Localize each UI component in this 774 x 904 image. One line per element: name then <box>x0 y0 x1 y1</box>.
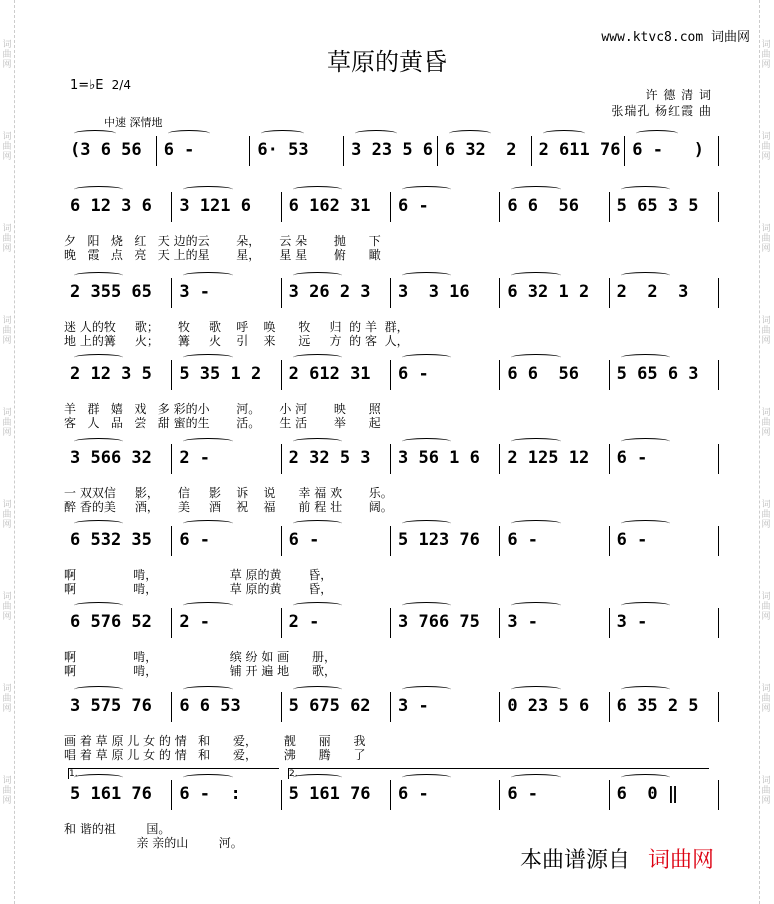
slur <box>293 186 342 193</box>
volta-second-ending: 2. <box>288 768 709 779</box>
lyric-line: 夕 阳 烧 红 天 边的云 朵， 云 朵 抛 下 <box>64 234 381 248</box>
side-watermark <box>760 224 772 254</box>
slur <box>402 438 451 445</box>
bar-line <box>249 136 250 166</box>
bar-line <box>343 136 344 166</box>
side-watermark-char: 网 <box>761 612 771 622</box>
bar-line <box>609 608 610 638</box>
bar-line <box>390 692 391 722</box>
bar-line <box>624 136 625 166</box>
bar-line <box>171 608 172 638</box>
side-watermark-char: 网 <box>761 428 771 438</box>
measure: 6 12 3 6 <box>70 196 152 216</box>
lyric-line: 一 双双信 影， 信 影 诉 说 幸 福 欢 乐。 <box>64 486 393 500</box>
tempo-marking: 中速 深情地 <box>104 116 163 129</box>
side-watermark-char: 曲 <box>761 326 771 336</box>
measure: 3 - <box>179 282 211 302</box>
slur <box>183 438 232 445</box>
side-watermark-char: 词 <box>2 776 12 786</box>
side-watermark <box>1 224 13 254</box>
side-watermark-char: 词 <box>761 776 771 786</box>
key-signature <box>70 78 131 93</box>
bar-line <box>499 278 500 308</box>
side-watermark <box>1 316 13 346</box>
measure: 6 162 31 <box>288 196 371 216</box>
staff-line <box>64 690 720 724</box>
bar-line <box>171 278 172 308</box>
measure: 3 26 2 3 <box>288 282 371 302</box>
slur <box>355 130 397 137</box>
measure: 5 123 76 <box>398 530 480 550</box>
measure: 3 23 5 6 <box>351 140 434 160</box>
bar-line <box>609 692 610 722</box>
side-watermark <box>760 132 772 162</box>
bar-line <box>718 278 719 308</box>
bar-line <box>499 780 500 810</box>
side-watermark <box>1 500 13 530</box>
side-watermark-char: 词 <box>2 40 12 50</box>
side-watermark-char: 网 <box>761 796 771 806</box>
measure: 6 532 35 <box>70 530 152 550</box>
side-watermark-char: 网 <box>2 612 12 622</box>
bar-line <box>390 278 391 308</box>
bar-line <box>390 608 391 638</box>
time-signature: 2/4 <box>111 78 131 92</box>
measure: 6 32 1 2 <box>507 282 590 302</box>
slur <box>183 686 232 693</box>
slur <box>293 520 342 527</box>
measure: 6 - ) <box>632 140 704 160</box>
measure: 5 675 62 <box>288 696 371 716</box>
song-title: 草原的黄昏 <box>327 48 447 76</box>
side-watermark <box>760 500 772 530</box>
source-label: 本曲谱源自 <box>520 848 631 873</box>
staff-line <box>64 276 720 310</box>
lyric-line: 亲 亲的山 河。 <box>64 836 243 850</box>
measure: 6 - <box>163 140 195 160</box>
slur <box>621 602 670 609</box>
bar-line <box>718 444 719 474</box>
measure: 2 - <box>179 448 211 468</box>
staff-line <box>64 190 720 224</box>
slur <box>511 354 560 361</box>
bar-line <box>171 444 172 474</box>
side-watermark-char: 曲 <box>2 786 12 796</box>
measure: 5 65 3 5 <box>616 196 699 216</box>
slur <box>183 354 232 361</box>
lyric-line: 醉 香的美 酒， 美 酒 祝 福 前 程 壮 阔。 <box>64 500 393 514</box>
side-watermark <box>1 132 13 162</box>
measure: 6 32 2 <box>444 140 517 160</box>
side-watermark <box>1 408 13 438</box>
slur <box>621 186 670 193</box>
measure: 3 - <box>507 612 539 632</box>
bar-line <box>609 192 610 222</box>
side-watermark-char: 曲 <box>2 694 12 704</box>
measure: 5 65 6 3 <box>616 364 699 384</box>
side-watermark-char: 曲 <box>761 510 771 520</box>
staff-line <box>64 442 720 476</box>
slur <box>621 686 670 693</box>
bar-line <box>281 444 282 474</box>
measure: 5 161 76 <box>288 784 371 804</box>
side-watermark-char: 词 <box>2 316 12 326</box>
measure: 6 - <box>398 784 429 804</box>
measure: 6 - <box>507 784 539 804</box>
measure: 3 - <box>398 696 429 716</box>
lyric-line: 画 着 草 原 儿 女 的 情 和 爱， 靓 丽 我 <box>64 734 366 748</box>
side-watermark-char: 网 <box>2 60 12 70</box>
side-watermark-char: 曲 <box>761 418 771 428</box>
bar-line <box>718 526 719 556</box>
side-watermark-char: 网 <box>761 60 771 70</box>
slur <box>74 186 123 193</box>
measure: 2 - <box>288 612 320 632</box>
source-footer <box>520 843 714 874</box>
bar-line <box>281 692 282 722</box>
bar-line <box>718 360 719 390</box>
measure: 3 - <box>616 612 648 632</box>
side-watermark-char: 网 <box>2 704 12 714</box>
measure: 6 576 52 <box>70 612 152 632</box>
measure: 5 161 76 <box>70 784 152 804</box>
lyric-line: 客 人 品 尝 甜 蜜的生 活。 生 活 举 起 <box>64 416 381 430</box>
measure: 6 - <box>616 448 648 468</box>
measure: 6 0 ‖ <box>616 784 679 804</box>
slur <box>293 686 342 693</box>
measure: 5 35 1 2 <box>179 364 262 384</box>
side-watermark-char: 网 <box>2 336 12 346</box>
side-watermark-char: 网 <box>2 796 12 806</box>
slur <box>543 130 585 137</box>
bar-line <box>499 526 500 556</box>
slur <box>74 354 123 361</box>
side-watermark-char: 网 <box>761 704 771 714</box>
measure: 6 - <box>398 196 429 216</box>
measure: 6 6 56 <box>507 364 579 384</box>
slur <box>621 438 670 445</box>
measure: 6 - <box>179 530 211 550</box>
slur <box>261 130 303 137</box>
measure: 2 355 65 <box>70 282 152 302</box>
side-watermark <box>760 316 772 346</box>
slur <box>293 438 342 445</box>
bar-line <box>718 692 719 722</box>
lyric-line: 啊 啃， 缤 纷 如 画 册， <box>64 650 337 664</box>
bar-line <box>171 692 172 722</box>
measure: 6 - <box>288 530 320 550</box>
side-watermark-char: 词 <box>761 684 771 694</box>
lyricist-credit: 许 德 清 词 <box>645 88 712 102</box>
slur <box>74 438 123 445</box>
bar-line <box>281 360 282 390</box>
bar-line <box>499 360 500 390</box>
lyric-line: 唱 着 草 原 儿 女 的 情 和 爱， 沸 腾 了 <box>64 748 366 762</box>
bar-line <box>718 136 719 166</box>
lyric-line: 地 上的篝 火； 篝 火 引 来 远 方 的 客 人， <box>64 334 409 348</box>
slur <box>183 520 232 527</box>
bar-line <box>281 192 282 222</box>
measure: 2 - <box>179 612 211 632</box>
lyric-line: 啊 啃， 草 原的黄 昏， <box>64 582 333 596</box>
bar-line <box>171 780 172 810</box>
bar-line <box>281 278 282 308</box>
bar-line <box>156 136 157 166</box>
lyric-line: 羊 群 嬉 戏 多 彩的小 河。 小 河 映 照 <box>64 402 381 416</box>
lyric-line: 迷 人的牧 歌； 牧 歌 呼 唤 牧 归 的 羊 群， <box>64 320 409 334</box>
measure: 3 766 75 <box>398 612 480 632</box>
staff-line <box>64 358 720 392</box>
measure: 6 35 2 5 <box>616 696 699 716</box>
measure: 6 6 53 <box>179 696 241 716</box>
staff-line <box>64 134 720 168</box>
measure: 0 23 5 6 <box>507 696 590 716</box>
bar-line <box>499 608 500 638</box>
slur <box>74 686 123 693</box>
side-watermark-char: 词 <box>761 316 771 326</box>
side-watermark-char: 曲 <box>761 786 771 796</box>
bar-line <box>171 526 172 556</box>
side-watermark-char: 词 <box>761 500 771 510</box>
slur <box>511 272 560 279</box>
slur <box>74 602 123 609</box>
slur <box>511 438 560 445</box>
slur <box>183 602 232 609</box>
slur <box>402 602 451 609</box>
side-watermark <box>760 408 772 438</box>
side-watermark-char: 网 <box>2 520 12 530</box>
side-watermark-char: 词 <box>761 40 771 50</box>
bar-line <box>281 526 282 556</box>
measure: 3 3 16 <box>398 282 470 302</box>
side-watermark-char: 词 <box>2 224 12 234</box>
slur <box>511 686 560 693</box>
lyric-line: 啊 啃， 铺 开 遍 地 歌， <box>64 664 337 678</box>
bar-line <box>499 192 500 222</box>
side-watermark-char: 曲 <box>2 326 12 336</box>
bar-line <box>718 192 719 222</box>
composer-credit: 张瑞孔 杨红霞 曲 <box>611 104 712 118</box>
staff-line <box>64 606 720 640</box>
bar-line <box>171 192 172 222</box>
measure: 6· 53 <box>257 140 309 160</box>
bar-line <box>390 526 391 556</box>
slur <box>74 520 123 527</box>
bar-line <box>390 780 391 810</box>
side-watermark <box>1 684 13 714</box>
staff-line <box>64 524 720 558</box>
measure: (3 6 56 <box>70 140 142 160</box>
measure: 2 611 76 <box>538 140 621 160</box>
measure: 2 125 12 <box>507 448 590 468</box>
slur <box>636 130 678 137</box>
side-watermark-char: 网 <box>2 152 12 162</box>
lyric-line: 啊 啃， 草 原的黄 昏， <box>64 568 333 582</box>
bar-line <box>609 780 610 810</box>
bar-line <box>437 136 438 166</box>
lyric-line: 和 谐的祖 国。 <box>64 822 171 836</box>
measure: 2 12 3 5 <box>70 364 152 384</box>
bar-line <box>609 278 610 308</box>
measure: 6 - : <box>179 784 241 804</box>
slur <box>511 602 560 609</box>
side-watermark-char: 词 <box>761 132 771 142</box>
slur <box>621 272 670 279</box>
side-watermark-char: 曲 <box>761 142 771 152</box>
side-watermark-char: 曲 <box>2 50 12 60</box>
bar-line <box>718 608 719 638</box>
side-watermark-char: 词 <box>2 408 12 418</box>
slur <box>183 272 232 279</box>
bar-line <box>281 608 282 638</box>
side-watermark-char: 网 <box>2 244 12 254</box>
slur <box>183 186 232 193</box>
side-watermark-char: 网 <box>761 336 771 346</box>
volta-first-ending: 1. <box>68 768 279 779</box>
key-label: 1=♭E <box>70 78 104 93</box>
slur <box>168 130 210 137</box>
side-watermark <box>1 776 13 806</box>
slur <box>511 186 560 193</box>
slur <box>293 602 342 609</box>
bar-line <box>171 360 172 390</box>
bar-line <box>390 444 391 474</box>
measure: 6 6 56 <box>507 196 579 216</box>
bar-line <box>281 780 282 810</box>
slur <box>402 686 451 693</box>
slur <box>293 354 342 361</box>
bar-line <box>499 692 500 722</box>
side-watermark-char: 网 <box>761 520 771 530</box>
side-watermark <box>760 684 772 714</box>
side-watermark-char: 词 <box>2 132 12 142</box>
slur <box>621 354 670 361</box>
slur <box>402 354 451 361</box>
slur <box>449 130 491 137</box>
measure: 3 566 32 <box>70 448 152 468</box>
side-watermark-char: 词 <box>761 408 771 418</box>
measure: 2 2 3 <box>616 282 689 302</box>
measure: 6 - <box>616 530 648 550</box>
bar-line <box>531 136 532 166</box>
slur <box>74 130 116 137</box>
side-watermark-char: 词 <box>2 500 12 510</box>
slur <box>621 520 670 527</box>
bar-line <box>499 444 500 474</box>
measure: 2 612 31 <box>288 364 371 384</box>
measure: 3 56 1 6 <box>398 448 480 468</box>
measure: 2 32 5 3 <box>288 448 371 468</box>
bar-line <box>609 444 610 474</box>
slur <box>402 272 451 279</box>
side-watermark <box>760 592 772 622</box>
side-watermark-char: 曲 <box>2 142 12 152</box>
side-watermark-char: 词 <box>761 592 771 602</box>
measure: 6 - <box>398 364 429 384</box>
staff-line <box>64 769 720 812</box>
side-watermark-char: 曲 <box>761 50 771 60</box>
bar-line <box>390 192 391 222</box>
site-watermark[interactable]: www.ktvc8.com 词曲网 <box>601 30 750 45</box>
bar-line <box>609 526 610 556</box>
side-watermark-char: 网 <box>761 244 771 254</box>
lyric-line: 晚 霞 点 亮 天 上的星 星， 星 星 俯 瞰 <box>64 248 381 262</box>
side-watermark-char: 网 <box>2 428 12 438</box>
side-watermark-char: 词 <box>761 224 771 234</box>
bar-line <box>718 780 719 810</box>
side-watermark-char: 曲 <box>2 418 12 428</box>
side-watermark-char: 词 <box>2 592 12 602</box>
side-watermark-char: 曲 <box>2 234 12 244</box>
bar-line <box>390 360 391 390</box>
slur <box>293 272 342 279</box>
side-watermark-char: 曲 <box>761 234 771 244</box>
slur <box>402 186 451 193</box>
side-watermark-char: 曲 <box>2 602 12 612</box>
bar-line <box>609 360 610 390</box>
side-watermark <box>760 776 772 806</box>
side-watermark <box>1 592 13 622</box>
side-watermark-char: 曲 <box>2 510 12 520</box>
side-watermark-char: 曲 <box>761 694 771 704</box>
slur <box>74 272 123 279</box>
slur <box>511 520 560 527</box>
side-watermark-char: 曲 <box>761 602 771 612</box>
slur <box>402 520 451 527</box>
measure: 3 575 76 <box>70 696 152 716</box>
side-watermark-char: 词 <box>2 684 12 694</box>
side-watermark-char: 网 <box>761 152 771 162</box>
brand-logo[interactable]: 词曲网 <box>648 848 715 873</box>
measure: 6 - <box>507 530 539 550</box>
measure: 3 121 6 <box>179 196 251 216</box>
